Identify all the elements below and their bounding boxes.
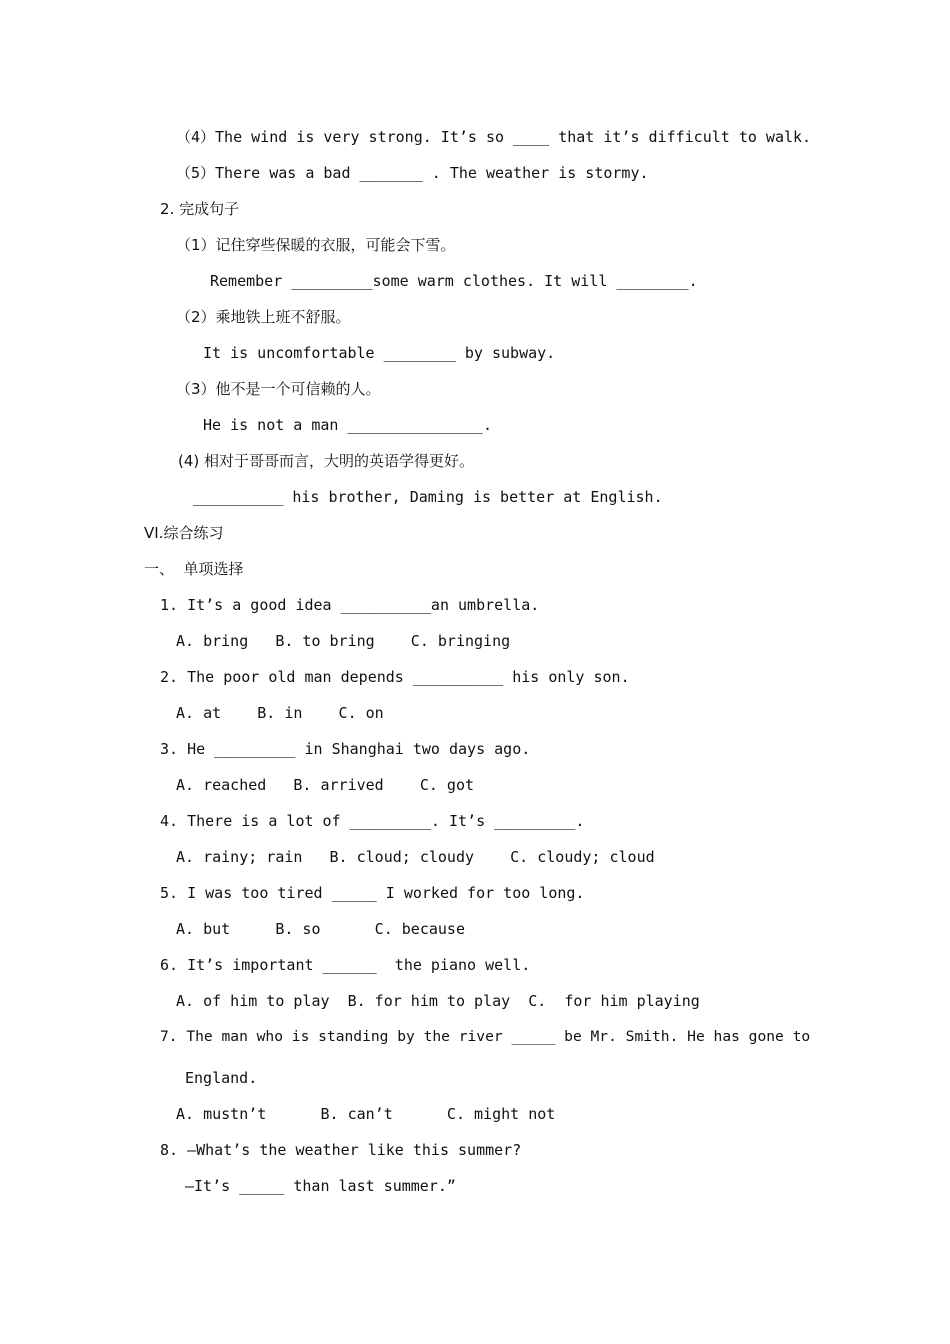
section-heading-complete-sentences: 2. 完成句子 <box>160 200 240 218</box>
english-blank-2: It is uncomfortable ________ by subway. <box>203 344 556 362</box>
exercise-line-4: （4）The wind is very strong. It’s so ____ that it’s difficult to walk. <box>176 128 812 146</box>
question-8: 8. —What’s the weather like this summer? <box>160 1141 522 1159</box>
options-3: A. reached B. arrived C. got <box>176 776 475 794</box>
options-4: A. rainy; rain B. cloud; cloudy C. cloudy; cloud <box>176 848 655 866</box>
options-7: A. mustn’t B. can’t C. might not <box>176 1105 556 1123</box>
question-1: 1. It’s a good idea __________an umbrella. <box>160 596 540 614</box>
chinese-prompt-3: （3）他不是一个可信赖的人。 <box>176 380 381 398</box>
question-7-continued: England. <box>185 1069 258 1087</box>
options-1: A. bring B. to bring C. bringing <box>176 632 511 650</box>
options-6: A. of him to play B. for him to play C. for him playing <box>176 992 700 1010</box>
section-heading-multiple-choice: 一、 单项选择 <box>144 560 244 578</box>
options-5: A. but B. so C. because <box>176 920 465 938</box>
question-6: 6. It’s important ______ the piano well. <box>160 956 531 974</box>
chinese-prompt-4: (4) 相对于哥哥而言，大明的英语学得更好。 <box>178 452 475 470</box>
exercise-line-5: （5）There was a bad _______ . The weather is stormy. <box>176 164 649 182</box>
english-blank-1: Remember _________some warm clothes. It will ________. <box>210 272 698 290</box>
question-4: 4. There is a lot of _________. It’s _________. <box>160 812 585 830</box>
question-2: 2. The poor old man depends __________ his only son. <box>160 668 630 686</box>
section-heading-vi: VI.综合练习 <box>144 524 224 542</box>
english-blank-3: He is not a man _______________. <box>203 416 492 434</box>
question-5: 5. I was too tired _____ I worked for too long. <box>160 884 585 902</box>
question-7: 7. The man who is standing by the river _____ be Mr. Smith. He has gone to <box>160 1028 811 1045</box>
question-3: 3. He _________ in Shanghai two days ago. <box>160 740 531 758</box>
chinese-prompt-1: （1）记住穿些保暖的衣服，可能会下雪。 <box>176 236 456 254</box>
question-8-response: —It’s _____ than last summer.” <box>185 1177 456 1195</box>
chinese-prompt-2: （2）乘地铁上班不舒服。 <box>176 308 351 326</box>
english-blank-4: __________ his brother, Daming is better at English. <box>193 488 663 506</box>
options-2: A. at B. in C. on <box>176 704 384 722</box>
